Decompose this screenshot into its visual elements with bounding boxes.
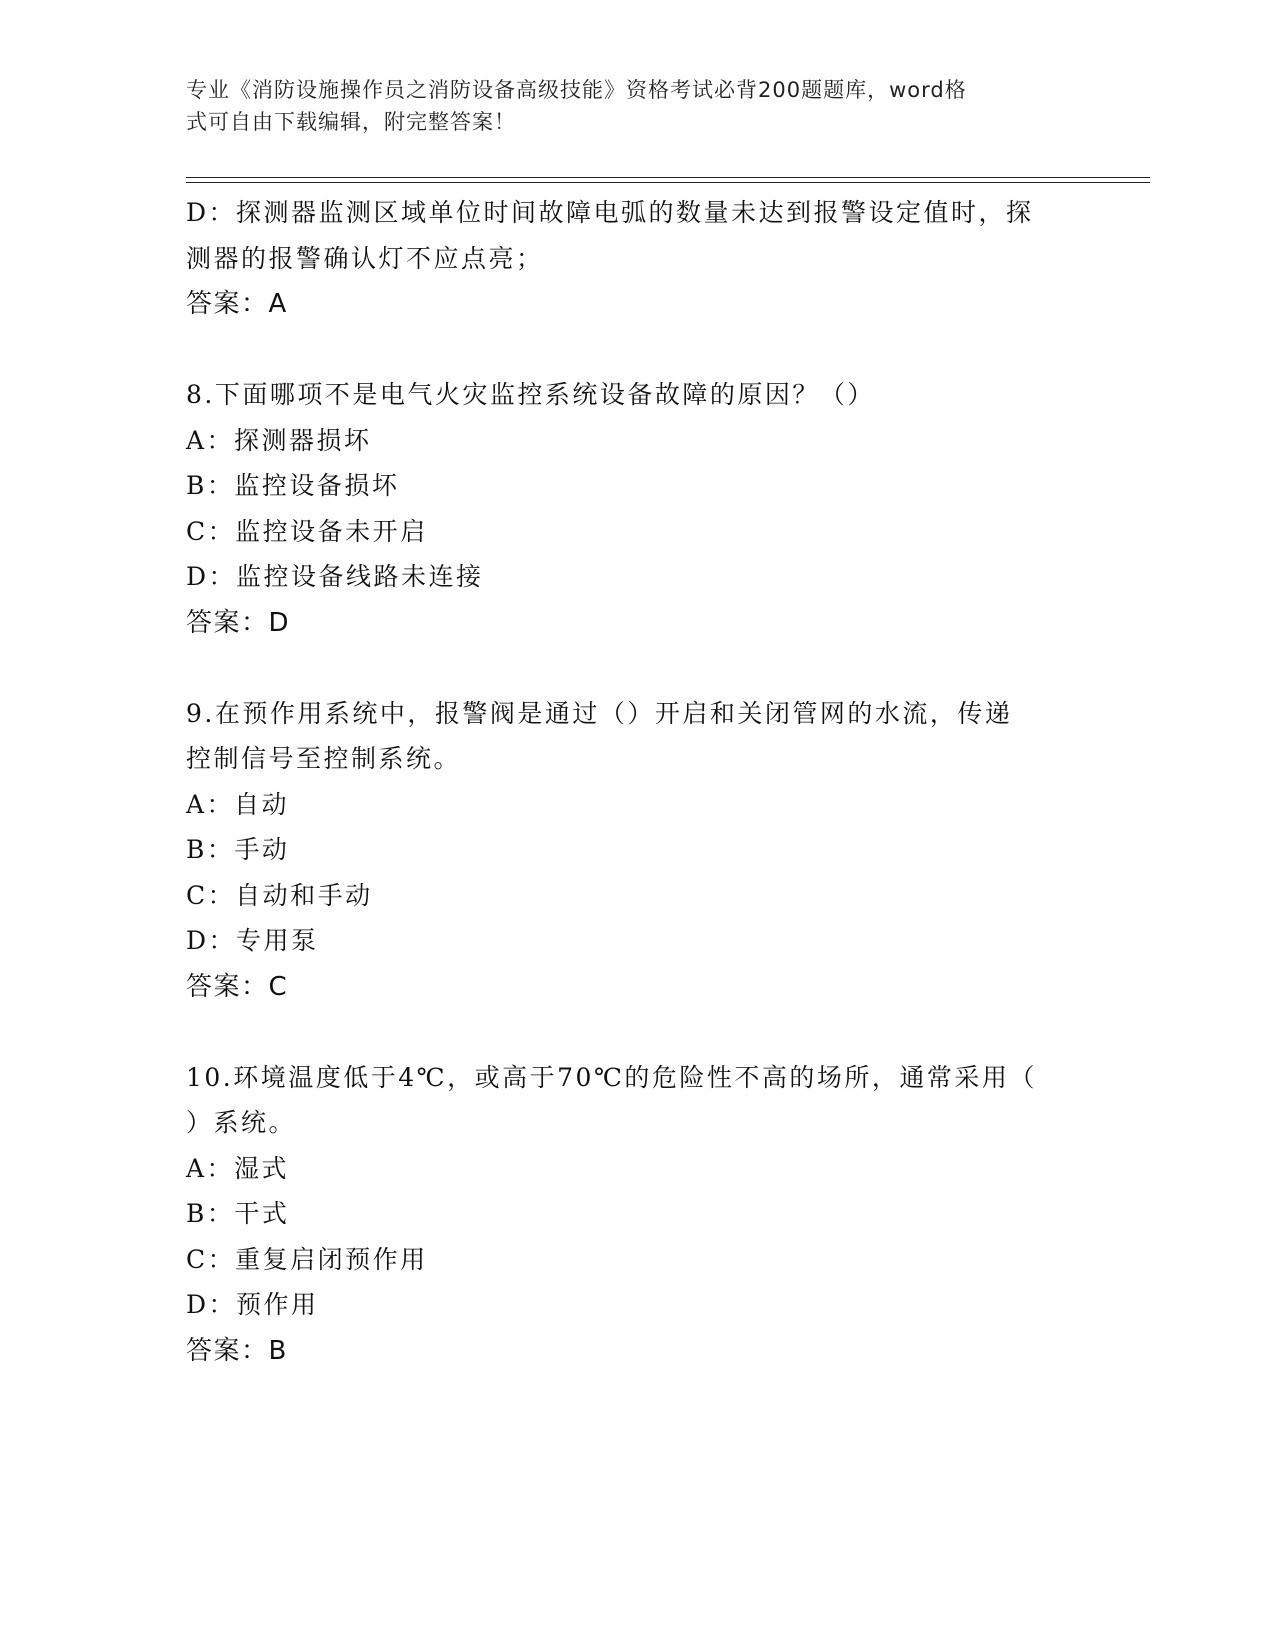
header-line-1: 专业《消防设施操作员之消防设备高级技能》资格考试必背200题题库，word格	[186, 78, 967, 102]
question-8	[186, 372, 1086, 646]
header-divider-bottom	[186, 182, 1150, 183]
option-d-line-1: D：探测器监测区域单位时间故障电弧的数量未达到报警设定值时，探	[186, 198, 1034, 227]
question-10	[186, 1055, 1086, 1374]
question-list	[186, 190, 1086, 1374]
option-a: A：探测器损坏	[186, 425, 372, 455]
spacer	[186, 646, 1086, 691]
option-c: C：重复启闭预作用	[186, 1244, 428, 1274]
question-stem-line-1: 9.在预作用系统中，报警阀是通过（）开启和关闭管网的水流，传递	[186, 698, 1013, 728]
option-b: B：干式	[186, 1199, 290, 1228]
question-stem-line-2: 控制信号至控制系统。	[186, 744, 462, 773]
option-d: D：预作用	[186, 1290, 319, 1319]
answer-line: 答案：D	[186, 607, 291, 638]
option-b: B：手动	[186, 835, 290, 864]
spacer	[186, 1010, 1086, 1055]
option-a: A：湿式	[186, 1153, 290, 1183]
option-c: C：监控设备未开启	[186, 516, 428, 546]
answer-line: 答案：C	[186, 971, 289, 1002]
option-d: D：监控设备线路未连接	[186, 562, 484, 591]
option-d: D：专用泵	[186, 926, 319, 955]
option-d-line-2: 测器的报警确认灯不应点亮；	[186, 243, 544, 273]
question-9	[186, 691, 1086, 1010]
document-header	[186, 74, 1066, 138]
answer-line: 答案：B	[186, 1335, 288, 1366]
option-c: C：自动和手动	[186, 880, 373, 910]
option-b: B：监控设备损坏	[186, 471, 400, 500]
spacer	[186, 327, 1086, 372]
continued-question	[186, 190, 1086, 327]
header-divider-top	[186, 177, 1150, 178]
question-stem-line-1: 10.环境温度低于4℃，或高于70℃的危险性不高的场所，通常采用（	[186, 1062, 1037, 1092]
header-line-2: 式可自由下载编辑，附完整答案！	[186, 110, 516, 134]
answer-line: 答案：A	[186, 289, 288, 319]
question-stem: 8.下面哪项不是电气火灾监控系统设备故障的原因？（）	[186, 380, 875, 409]
option-a: A：自动	[186, 789, 290, 819]
question-stem-line-2: ）系统。	[186, 1108, 297, 1137]
